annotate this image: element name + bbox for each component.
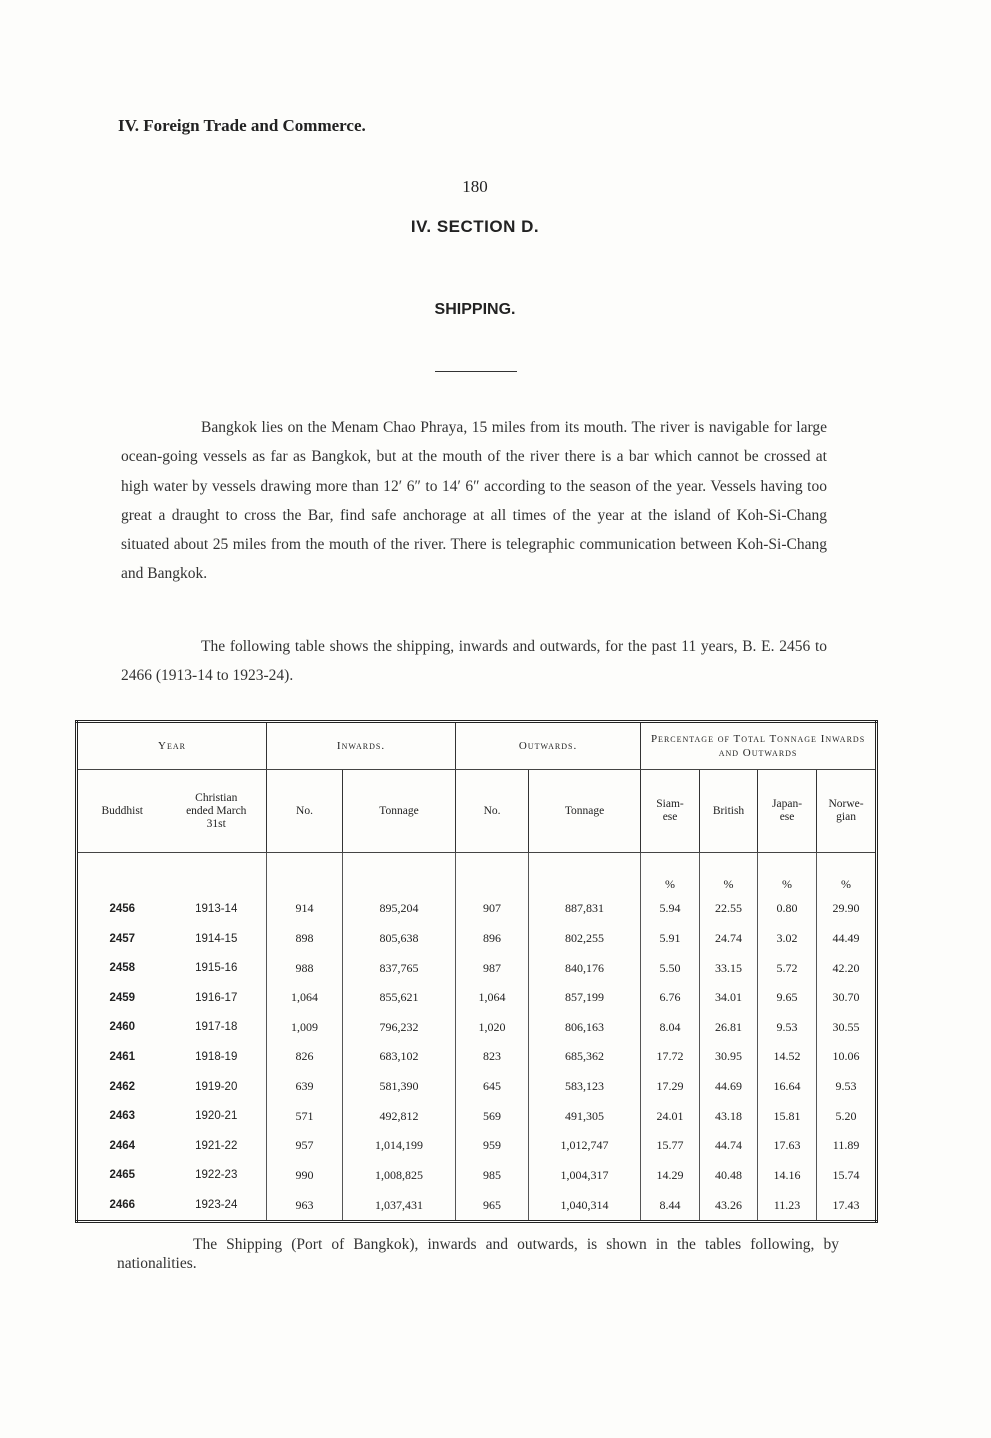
cell-out-tonnage: 685,362 (529, 1042, 641, 1072)
cell-out-no: 1,020 (456, 1013, 529, 1043)
cell-in-no: 1,009 (267, 1013, 343, 1043)
cell-in-tonnage: 855,621 (343, 983, 456, 1013)
cell-japanese: 14.52 (758, 1042, 817, 1072)
cell-buddhist: 2460 (109, 1021, 136, 1034)
table-row (77, 1042, 877, 1072)
cell-in-tonnage: 805,638 (343, 924, 456, 954)
cell-japanese: 0.80 (758, 894, 817, 924)
cell-out-tonnage: 840,176 (529, 953, 641, 983)
outwards-no-header: No. (456, 770, 529, 853)
inwards-no-header: No. (267, 770, 343, 853)
cell-norwegian: 29.90 (817, 894, 877, 924)
table-row (77, 1101, 877, 1131)
cell-buddhist: 2457 (109, 932, 136, 945)
cell-buddhist: 2462 (109, 1080, 136, 1093)
section-heading: IV. SECTION D. (410, 217, 540, 236)
cell-british: 33.15 (700, 953, 758, 983)
cell-out-tonnage: 857,199 (529, 983, 641, 1013)
cell-siamese: 17.29 (641, 1072, 700, 1102)
cell-in-tonnage: 683,102 (343, 1042, 456, 1072)
cell-out-no: 645 (456, 1072, 529, 1102)
norwegian-header: Norwe-gian (817, 770, 877, 853)
footnote: The Shipping (Port of Bangkok), inwards and outwards, is shown in the tables following, by nationalities. (117, 1236, 839, 1272)
cell-british: 24.74 (700, 924, 758, 954)
percent-mark: % (758, 853, 817, 895)
cell-christian: 1923-24 (195, 1199, 238, 1212)
cell-siamese: 5.94 (641, 894, 700, 924)
cell-out-tonnage: 1,004,317 (529, 1161, 641, 1191)
inwards-tonnage-header: Tonnage (343, 770, 456, 853)
percent-mark: % (817, 853, 877, 895)
cell-british: 30.95 (700, 1042, 758, 1072)
cell-christian: 1918-19 (195, 1050, 238, 1063)
cell-japanese: 5.72 (758, 953, 817, 983)
cell-out-no: 1,064 (456, 983, 529, 1013)
cell-norwegian: 5.20 (817, 1101, 877, 1131)
cell-christian: 1917-18 (195, 1021, 238, 1034)
cell-norwegian: 11.89 (817, 1131, 877, 1161)
cell-in-no: 826 (267, 1042, 343, 1072)
cell-siamese: 8.04 (641, 1013, 700, 1043)
cell-in-no: 963 (267, 1190, 343, 1221)
cell-out-no: 896 (456, 924, 529, 954)
cell-in-tonnage: 1,014,199 (343, 1131, 456, 1161)
cell-out-no: 823 (456, 1042, 529, 1072)
cell-out-tonnage: 1,040,314 (529, 1190, 641, 1221)
cell-out-tonnage: 491,305 (529, 1101, 641, 1131)
cell-british: 44.74 (700, 1131, 758, 1161)
cell-in-tonnage: 581,390 (343, 1072, 456, 1102)
buddhist-header: Buddhist (77, 770, 167, 853)
cell-british: 43.18 (700, 1101, 758, 1131)
table-row (77, 1161, 877, 1191)
cell-out-no: 907 (456, 894, 529, 924)
cell-buddhist: 2456 (109, 902, 136, 915)
cell-buddhist: 2463 (109, 1110, 136, 1123)
cell-british: 44.69 (700, 1072, 758, 1102)
cell-siamese: 8.44 (641, 1190, 700, 1221)
shipping-table (75, 720, 875, 1223)
cell-norwegian: 17.43 (817, 1190, 877, 1221)
cell-british: 22.55 (700, 894, 758, 924)
cell-in-tonnage: 895,204 (343, 894, 456, 924)
percent-mark: % (700, 853, 758, 895)
cell-in-no: 1,064 (267, 983, 343, 1013)
japanese-header: Japan-ese (758, 770, 817, 853)
cell-buddhist: 2459 (109, 991, 136, 1004)
cell-in-tonnage: 1,037,431 (343, 1190, 456, 1221)
cell-out-tonnage: 887,831 (529, 894, 641, 924)
inwards-group-header: Inwards. (267, 722, 456, 770)
cell-japanese: 17.63 (758, 1131, 817, 1161)
cell-norwegian: 30.70 (817, 983, 877, 1013)
table-row (77, 894, 877, 924)
percentage-group-header: Percentage of Total Tonnage Inwards and Outwards (641, 722, 877, 770)
british-header: British (700, 770, 758, 853)
cell-out-no: 987 (456, 953, 529, 983)
cell-out-no: 959 (456, 1131, 529, 1161)
cell-british: 40.48 (700, 1161, 758, 1191)
cell-in-no: 639 (267, 1072, 343, 1102)
cell-in-tonnage: 796,232 (343, 1013, 456, 1043)
cell-japanese: 9.53 (758, 1013, 817, 1043)
cell-norwegian: 9.53 (817, 1072, 877, 1102)
page-title: SHIPPING. (434, 301, 516, 318)
cell-siamese: 17.72 (641, 1042, 700, 1072)
percent-mark: % (641, 853, 700, 895)
cell-out-no: 985 (456, 1161, 529, 1191)
divider (435, 371, 517, 372)
cell-british: 34.01 (700, 983, 758, 1013)
cell-buddhist: 2465 (109, 1169, 136, 1182)
intro-paragraph: Bangkok lies on the Menam Chao Phraya, 15 miles from its mouth. The river is navigable for large ocean-going vessels as far as Bangkok, but at the mouth of the river there is a bar which cannot be crossed at high water by vessels drawing more than 12′ 6″ to 14′ 6″ according to the season of the year. Vessels having too great a draught to cross the Bar, find safe anchorage at all times of the year at the island of Koh-Si-Chang situated about 25 miles from the mouth of the river. There is telegraphic communication between Koh-Si-Chang and Bangkok. (121, 419, 827, 583)
outwards-tonnage-header: Tonnage (529, 770, 641, 853)
cell-out-tonnage: 802,255 (529, 924, 641, 954)
cell-in-no: 990 (267, 1161, 343, 1191)
cell-siamese: 14.29 (641, 1161, 700, 1191)
cell-in-tonnage: 1,008,825 (343, 1161, 456, 1191)
outwards-group-header: Outwards. (456, 722, 641, 770)
cell-christian: 1920-21 (195, 1110, 238, 1123)
chapter-heading: IV. Foreign Trade and Commerce. (118, 116, 366, 135)
page-number: 180 (462, 177, 488, 196)
cell-japanese: 15.81 (758, 1101, 817, 1131)
table-row (77, 924, 877, 954)
cell-japanese: 3.02 (758, 924, 817, 954)
table-row (77, 983, 877, 1013)
table-row (77, 953, 877, 983)
cell-buddhist: 2464 (109, 1139, 136, 1152)
cell-christian: 1921-22 (195, 1139, 238, 1152)
year-group-header: Year (77, 722, 267, 770)
cell-norwegian: 15.74 (817, 1161, 877, 1191)
cell-norwegian: 30.55 (817, 1013, 877, 1043)
cell-christian: 1914-15 (195, 932, 238, 945)
cell-japanese: 16.64 (758, 1072, 817, 1102)
cell-british: 26.81 (700, 1013, 758, 1043)
cell-norwegian: 10.06 (817, 1042, 877, 1072)
cell-buddhist: 2458 (109, 962, 136, 975)
cell-out-tonnage: 583,123 (529, 1072, 641, 1102)
cell-in-tonnage: 837,765 (343, 953, 456, 983)
table-row (77, 1190, 877, 1221)
cell-in-no: 957 (267, 1131, 343, 1161)
cell-in-no: 988 (267, 953, 343, 983)
cell-japanese: 9.65 (758, 983, 817, 1013)
cell-norwegian: 44.49 (817, 924, 877, 954)
cell-out-tonnage: 1,012,747 (529, 1131, 641, 1161)
cell-buddhist: 2461 (109, 1050, 136, 1063)
cell-siamese: 15.77 (641, 1131, 700, 1161)
cell-out-tonnage: 806,163 (529, 1013, 641, 1043)
cell-siamese: 24.01 (641, 1101, 700, 1131)
cell-christian: 1922-23 (195, 1169, 238, 1182)
cell-out-no: 569 (456, 1101, 529, 1131)
table-row (77, 1131, 877, 1161)
table-row (77, 1072, 877, 1102)
cell-out-no: 965 (456, 1190, 529, 1221)
cell-norwegian: 42.20 (817, 953, 877, 983)
cell-siamese: 5.50 (641, 953, 700, 983)
siamese-header: Siam-ese (641, 770, 700, 853)
cell-christian: 1915-16 (195, 962, 238, 975)
cell-in-no: 571 (267, 1101, 343, 1131)
cell-in-no: 898 (267, 924, 343, 954)
cell-christian: 1919-20 (195, 1080, 238, 1093)
cell-christian: 1916-17 (195, 991, 238, 1004)
cell-japanese: 11.23 (758, 1190, 817, 1221)
table-intro-paragraph: The following table shows the shipping, inwards and outwards, for the past 11 years, B. E. 2456 to 2466 (1913-14 to 1923-24). (121, 638, 827, 685)
cell-siamese: 5.91 (641, 924, 700, 954)
cell-buddhist: 2466 (109, 1199, 136, 1212)
cell-japanese: 14.16 (758, 1161, 817, 1191)
cell-in-tonnage: 492,812 (343, 1101, 456, 1131)
cell-british: 43.26 (700, 1190, 758, 1221)
cell-christian: 1913-14 (195, 902, 238, 915)
cell-siamese: 6.76 (641, 983, 700, 1013)
table-row (77, 1013, 877, 1043)
christian-header: Christian ended March 31st (167, 770, 267, 853)
cell-in-no: 914 (267, 894, 343, 924)
